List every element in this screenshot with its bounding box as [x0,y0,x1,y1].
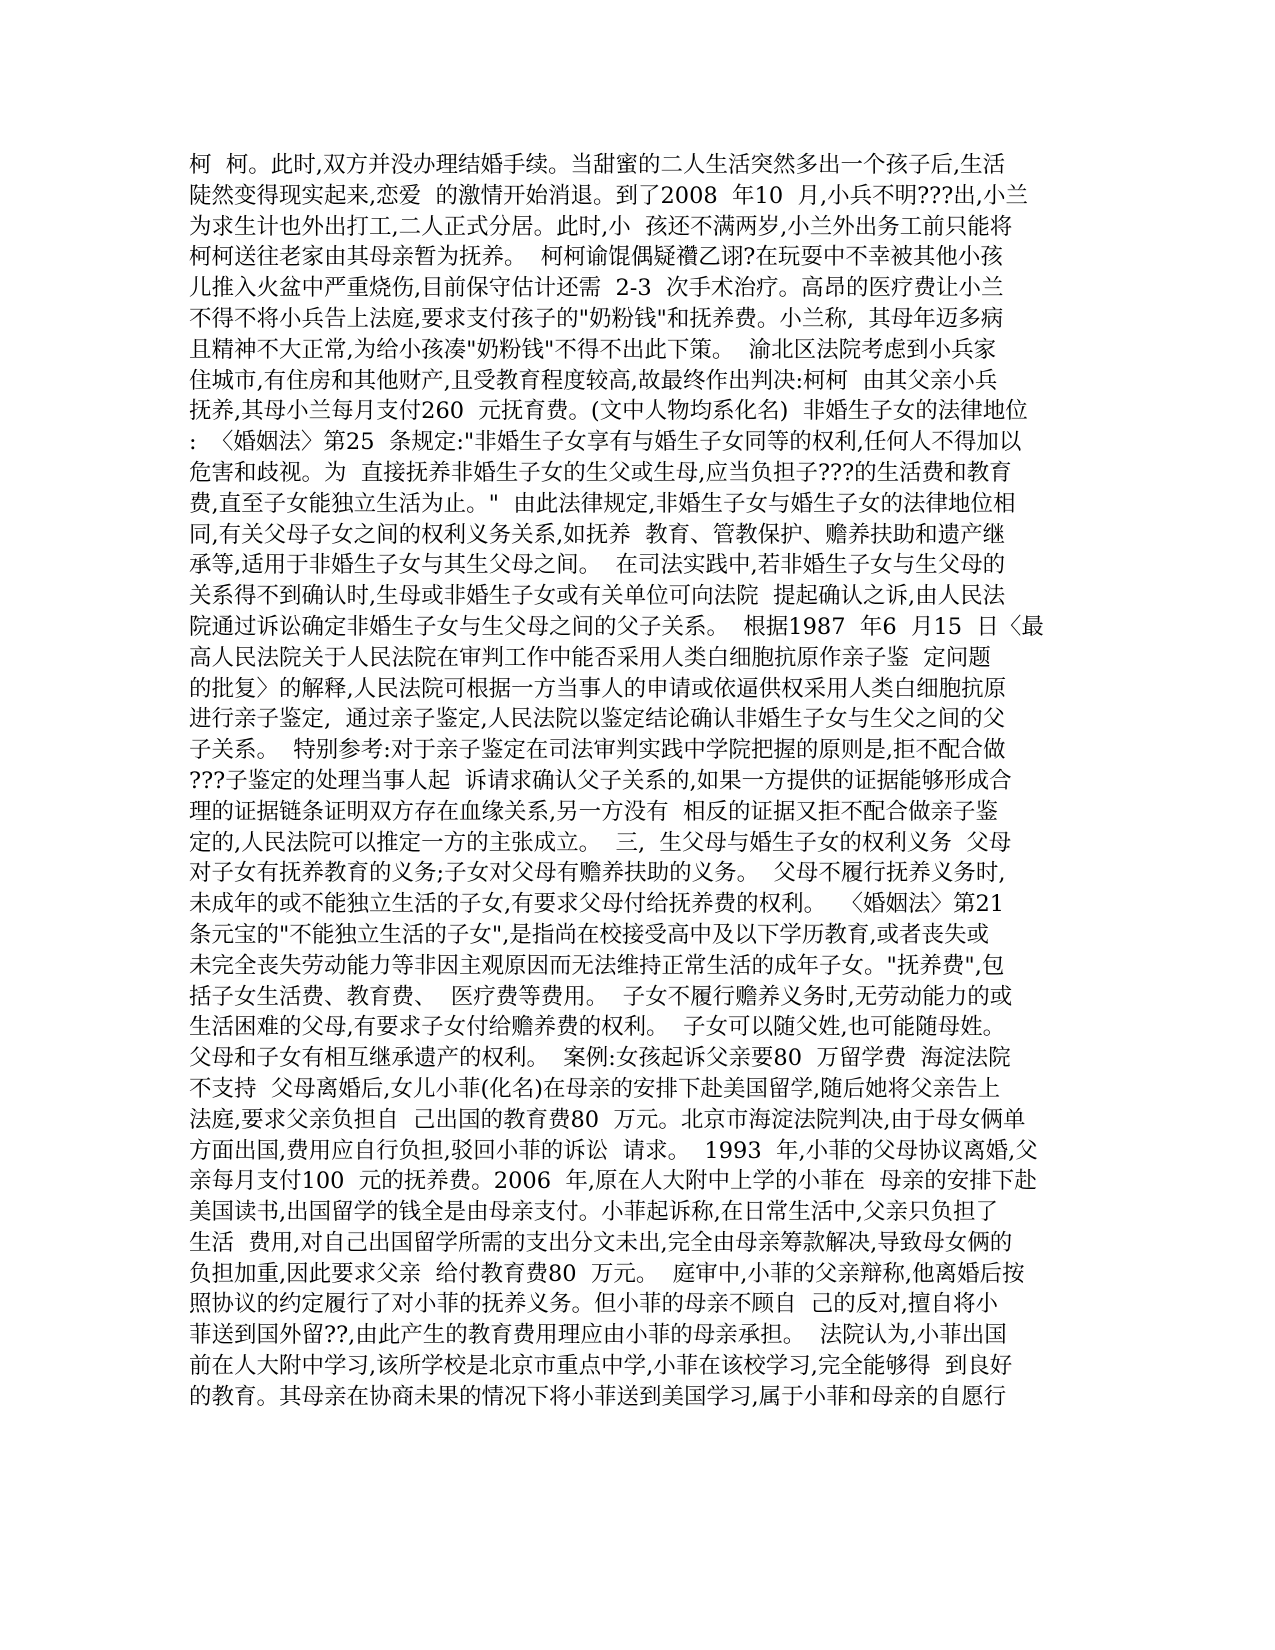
text-line: 抚养,其母小兰每月支付260 元抚育费。(文中人物均系化名) 非婚生子女的法律地位 [189,398,1028,425]
text-line: 生活困难的父母,有要求子女付给赡养费的权利。 子女可以随父姓,也可能随母姓。 [189,1014,1006,1041]
text-line: 承等,适用于非婚生子女与其生父母之间。 在司法实践中,若非婚生子女与生父母的 [189,552,1006,579]
text-line: 方面出国,费用应自行负担,驳回小菲的诉讼 请求。 1993 年,小菲的父母协议离婚,父 [189,1137,1038,1164]
text-line: 且精神不大正常,为给小孩凑"奶粉钱"不得不出此下策。 渝北区法院考虑到小兵家 [189,336,997,363]
text-line: 危害和歧视。为 直接抚养非婚生子女的生父或生母,应当负担子???的生活费和教育 [189,459,1012,486]
text-line: 的教育。其母亲在协商未果的情况下将小菲送到美国学习,属于小菲和母亲的自愿行 [189,1383,1007,1410]
text-line: 定的,人民法院可以推定一方的主张成立。 三, 生父母与婚生子女的权利义务 父母 [189,829,1012,856]
text-line: 括子女生活费、教育费、 医疗费等费用。 子女不履行赡养义务时,无劳动能力的或 [189,983,1013,1010]
text-line: 父母和子女有相互继承遗产的权利。 案例:女孩起诉父亲要80 万留学费 海淀法院 [189,1045,1011,1072]
text-line: 陡然变得现实起来,恋爱 的激情开始消退。到了2008 年10 月,小兵不明???出,小兰 [189,182,1028,209]
text-line: 不得不将小兵告上法庭,要求支付孩子的"奶粉钱"和抚养费。小兰称, 其母年迈多病 [189,305,1004,332]
text-line: 柯柯送往老家由其母亲暂为抚养。 柯柯谕馄偶疑禶乙诩?在玩耍中不幸被其他小孩 [189,244,1003,271]
text-line: 美国读书,出国留学的钱全是由母亲支付。小菲起诉称,在日常生活中,父亲只负担了 [189,1199,998,1226]
text-line: 儿推入火盆中严重烧伤,目前保守估计还需 2-3 次手术治疗。高昂的医疗费让小兰 [189,275,1004,302]
text-line: 对子女有抚养教育的义务;子女对父母有赡养扶助的义务。 父母不履行抚养义务时, [189,860,1006,887]
text-line: 进行亲子鉴定, 通过亲子鉴定,人民法院以鉴定结论确认非婚生子女与生父之间的父 [189,706,1006,733]
text-line: 未完全丧失劳动能力等非因主观原因而无法维持正常生活的成年子女。"抚养费",包 [189,952,1005,979]
text-line: 菲送到国外留??,由此产生的教育费用理应由小菲的母亲承担。 法院认为,小菲出国 [189,1322,1007,1349]
text-line: 关系得不到确认时,生母或非婚生子女或有关单位可向法院 提起确认之诉,由人民法 [189,583,1006,610]
text-line: 子关系。 特别参考:对于亲子鉴定在司法审判实践中学院把握的原则是,拒不配合做 [189,737,1006,764]
text-line: 不支持 父母离婚后,女儿小菲(化名)在母亲的安排下赴美国留学,随后她将父亲告上 [189,1075,1001,1102]
text-line: 亲每月支付100 元的抚养费。2006 年,原在人大附中上学的小菲在 母亲的安排下赴 [189,1168,1037,1195]
text-line: 院通过诉讼确定非婚生子女与生父母之间的父子关系。 根据1987 年6 月15 日〈最 [189,613,1044,640]
text-line: 柯 柯。此时,双方并没办理结婚手续。当甜蜜的二人生活突然多出一个孩子后,生活 [189,152,1006,178]
text-line: 未成年的或不能独立生活的子女,有要求父母付给抚养费的权利。 〈婚姻法〉第21 [189,891,1005,918]
text-line: 费,直至子女能独立生活为止。" 由此法律规定,非婚生子女与婚生子女的法律地位相 [189,490,1016,517]
text-line: 住城市,有住房和其他财产,且受教育程度较高,故最终作出判决:柯柯 由其父亲小兵 [189,367,998,394]
text-line: 负担加重,因此要求父亲 给付教育费80 万元。 庭审中,小菲的父亲辩称,他离婚后按 [189,1260,1025,1287]
text-line: 为求生计也外出打工,二人正式分居。此时,小 孩还不满两岁,小兰外出务工前只能将 [189,213,1013,240]
text-line: ???子鉴定的处理当事人起 诉请求确认父子关系的,如果一方提供的证据能够形成合 [189,767,1012,794]
text-line: 的批复〉的解释,人民法院可根据一方当事人的申请或依逼供权采用人类白细胞抗原 [189,675,1007,702]
text-line: 高人民法院关于人民法院在审判工作中能否采用人类白细胞抗原作亲子鉴 定问题 [189,644,991,671]
text-line: : 〈婚姻法〉第25 条规定:"非婚生子女享有与婚生子女同等的权利,任何人不得加以 [189,429,1022,456]
text-line: 法庭,要求父亲负担自 己出国的教育费80 万元。北京市海淀法院判决,由于母女俩单 [189,1106,1026,1133]
text-line: 条元宝的"不能独立生活的子女",是指尚在校接受高中及以下学历教育,或者丧失或 [189,921,990,948]
text-line: 理的证据链条证明双方存在血缘关系,另一方没有 相反的证据又拒不配合做亲子鉴 [189,798,998,825]
text-line: 生活 费用,对自己出国留学所需的支出分文未出,完全由母亲筹款解决,导致母女俩的 [189,1229,1013,1256]
text-line: 前在人大附中学习,该所学校是北京市重点中学,小菲在该校学习,完全能够得 到良好 [189,1353,1013,1380]
text-line: 照协议的约定履行了对小菲的抚养义务。但小菲的母亲不顾自 己的反对,擅自将小 [189,1291,998,1318]
text-line: 同,有关父母子女之间的权利义务关系,如抚养 教育、管教保护、赡养扶助和遗产继 [189,521,1006,548]
body-text [189,150,1089,1413]
